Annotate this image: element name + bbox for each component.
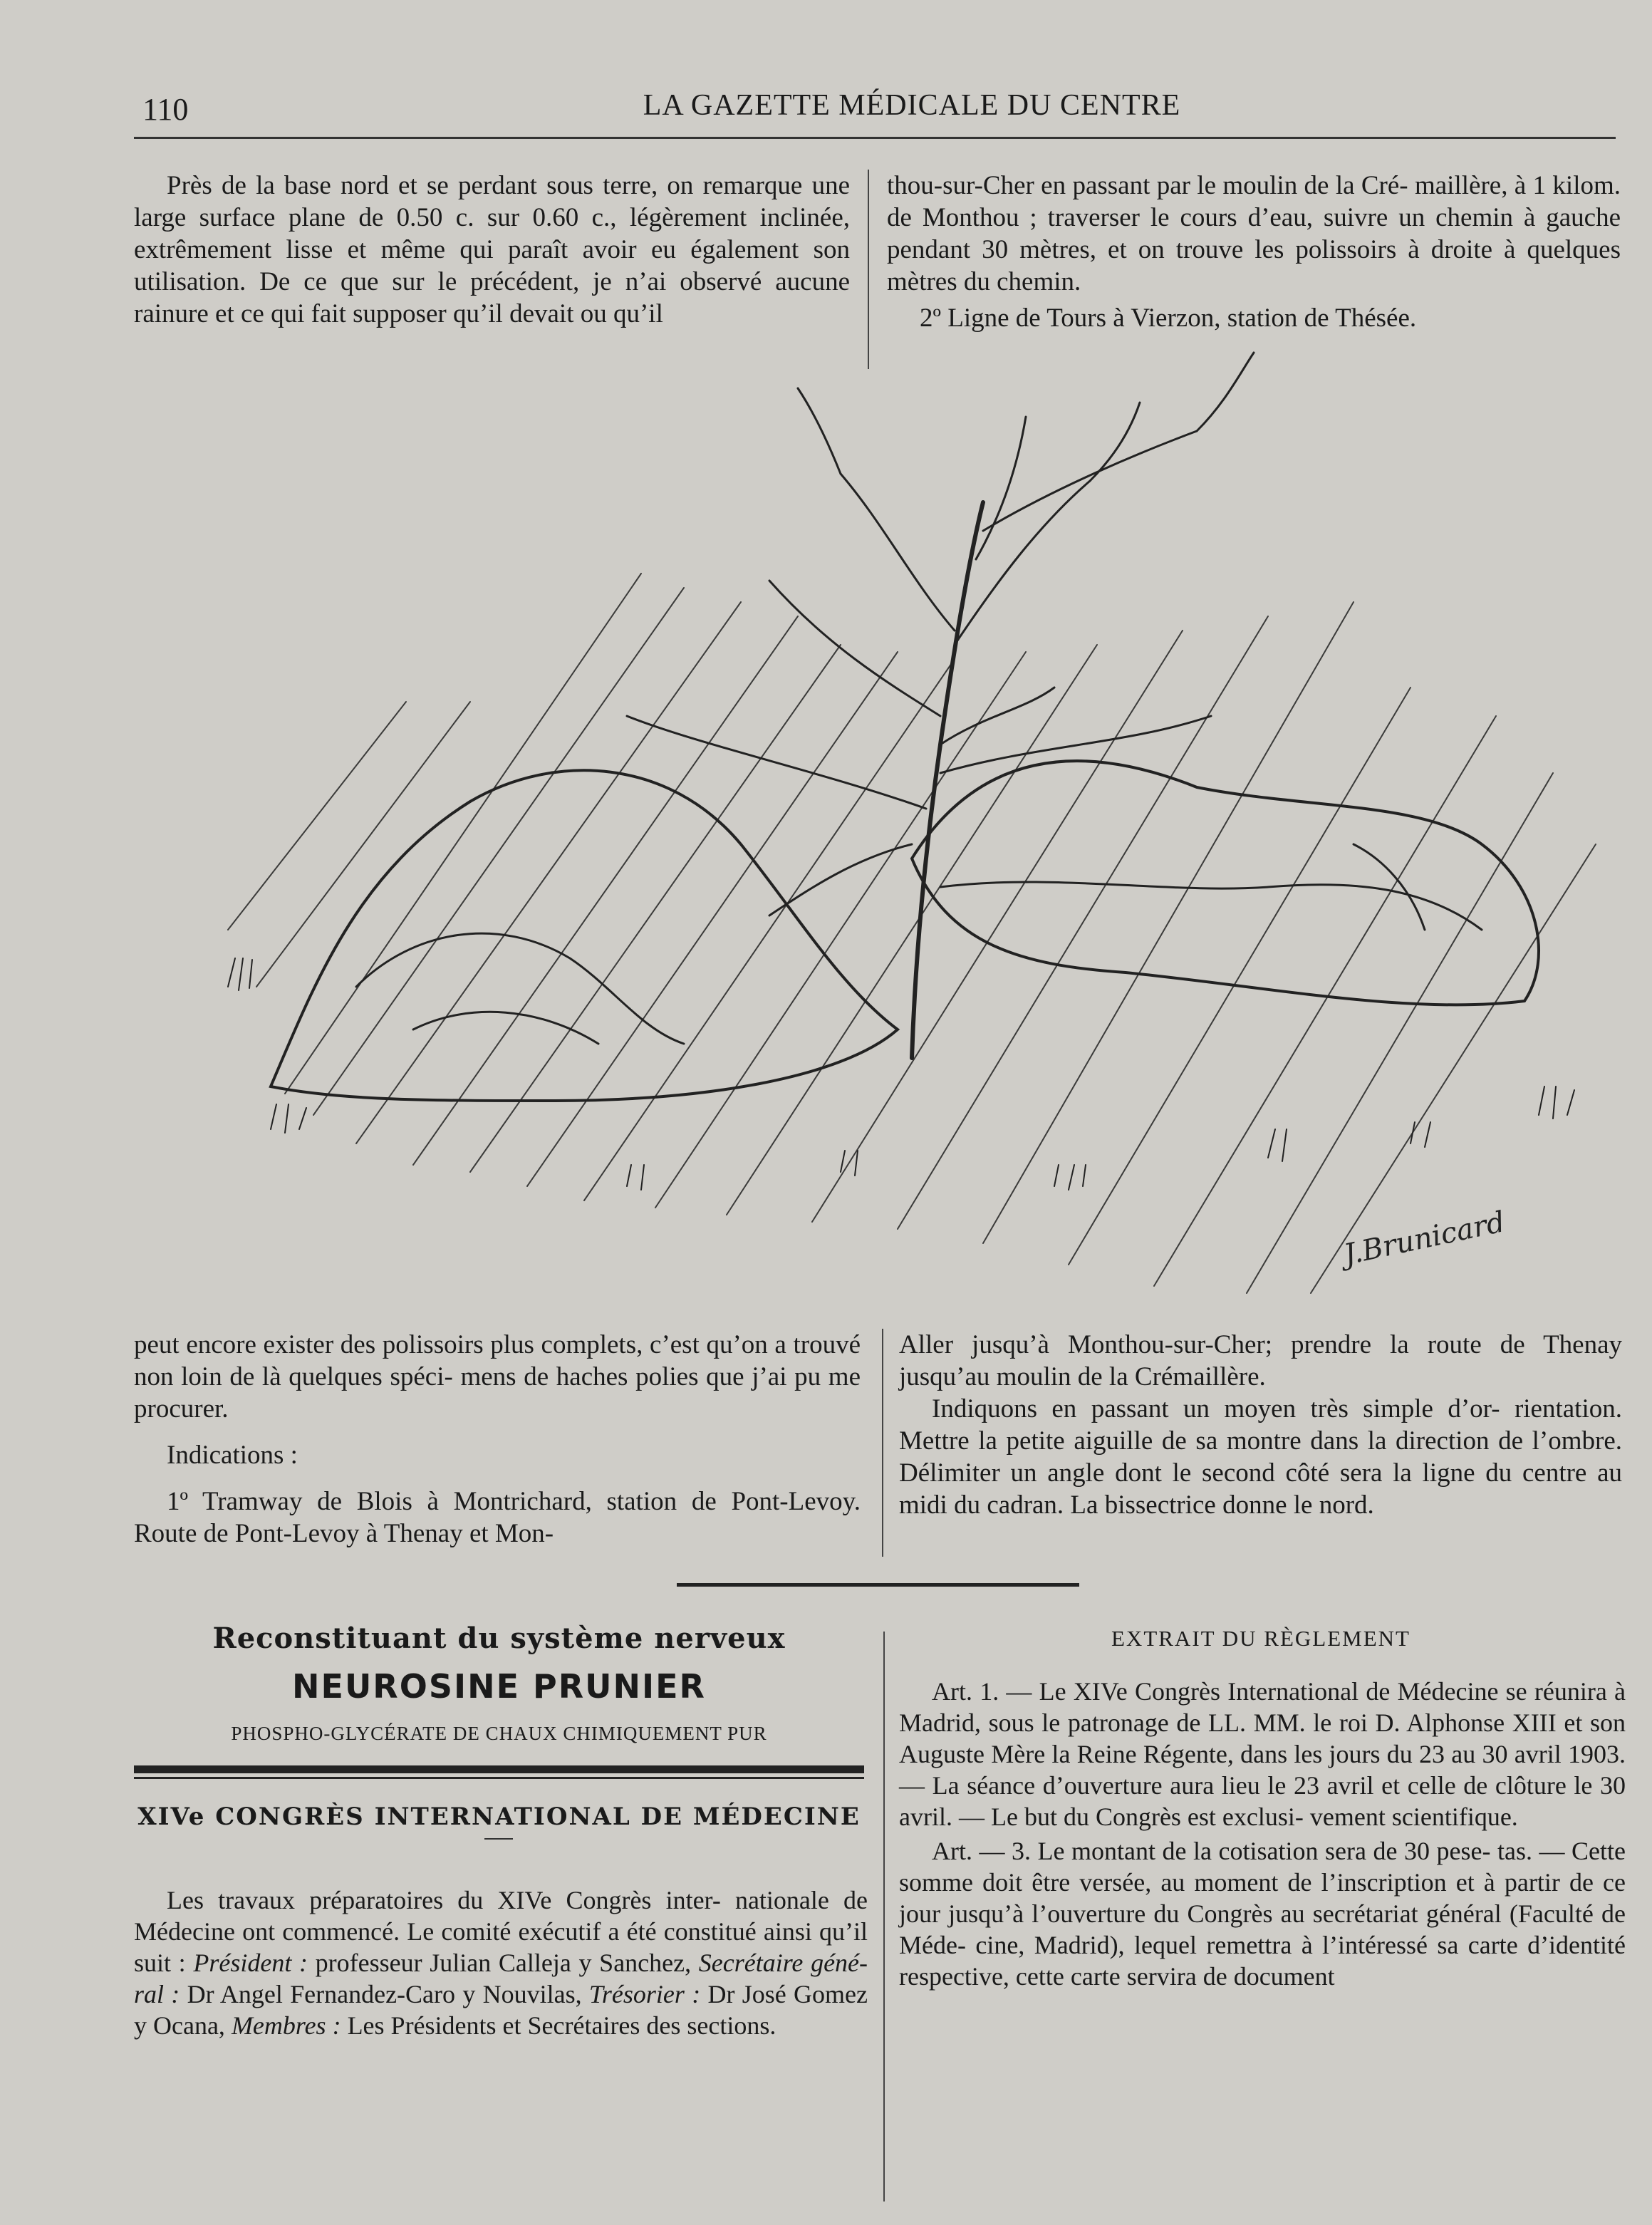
congres-heading: XIVe CONGRÈS INTERNATIONAL DE MÉDECINE bbox=[137, 1803, 861, 1831]
indications-label: Indications : bbox=[167, 1441, 298, 1470]
column-divider-top bbox=[868, 170, 869, 369]
advert-line-3: PHOSPHO-GLYCÉRATE DE CHAUX CHIMIQUEMENT PUR bbox=[231, 1723, 767, 1744]
mid-left-column bbox=[134, 1329, 861, 1550]
top-right-paragraph-2: 2º Ligne de Tours à Vierzon, station de Thésée. bbox=[920, 304, 1417, 333]
top-left-column bbox=[134, 170, 850, 330]
hatching-strokes bbox=[228, 574, 1596, 1293]
article-3: Art. — 3. Le montant de la cotisation sera de 30 pese- tas. — Cette somme doit être versée, au moment de l’inscription et à partir de ce jour jusqu’à l’ouverture du Congrès au secrétariat général (Faculté de Méde- cine, Madrid), lequel remettra à l’intéressé sa carte d’identité respective, cette carte servira de document bbox=[899, 1837, 1626, 1991]
column-divider-mid bbox=[882, 1329, 883, 1557]
mid-left-paragraph: peut encore exister des polissoirs plus complets, c’est qu’on a trouvé non loin de là quelques spéci- mens de haches polies que j’ai pu me procurer. bbox=[134, 1330, 861, 1423]
artist-signature: J.Brunicard bbox=[1341, 1205, 1508, 1272]
polissoir-illustration bbox=[199, 346, 1610, 1329]
advert-line-1: Reconstituant du système nerveux bbox=[212, 1622, 786, 1655]
mid-right-paragraph: Aller jusqu’à Monthou-sur-Cher; prendre la route de Thenay jusqu’au moulin de la Crémaillère. bbox=[899, 1330, 1623, 1391]
mid-right-column bbox=[899, 1329, 1622, 1521]
congres-paragraph: Les travaux préparatoires du XIVe Congrès inter- nationale de Médecine ont commencé. Le comité exécutif a été constitué ainsi qu’il suit : Président : professeur Julian Calleja y Sanchez, Secrétaire géné- ral : Dr Angel Fernandez-Caro y Nouvilas, Trésorier : Dr José Gomez y Ocana, Membres : Les Présidents et Secrétaires des sections. bbox=[134, 1886, 868, 2040]
header-rule bbox=[134, 137, 1616, 139]
reglement-heading: EXTRAIT DU RÈGLEMENT bbox=[1111, 1626, 1411, 1651]
tree-trunk bbox=[912, 502, 983, 1058]
heading-dash bbox=[484, 1838, 513, 1840]
advert-product-name: NEUROSINE PRUNIER bbox=[292, 1667, 706, 1706]
congres-article bbox=[134, 1884, 868, 2041]
reglement-column bbox=[899, 1676, 1626, 1992]
advert-thin-rule bbox=[134, 1777, 864, 1779]
article-1: Art. 1. — Le XIVe Congrès International de Médecine se réunira à Madrid, sous le patronage de LL. MM. le roi D. Alphonse XIII et son Auguste Mère la Reine Régente, dans les jours du 23 au 30 avril 1903. — La séance d’ouverture aura lieu le 23 avril et celle de clôture le 30 avril. — Le but du Congrès est exclusi- vement scientifique. bbox=[899, 1677, 1626, 1831]
section-rule bbox=[677, 1583, 1079, 1587]
running-title: LA GAZETTE MÉDICALE DU CENTRE bbox=[643, 89, 1181, 122]
column-divider-bottom bbox=[883, 1632, 885, 2201]
tramway-paragraph: 1º Tramway de Blois à Montrichard, station de Pont-Levoy. Route de Pont-Levoy à Thenay et Mon- bbox=[134, 1487, 861, 1548]
top-right-column bbox=[887, 170, 1621, 334]
orientation-paragraph: Indiquons en passant un moyen très simple d’or- rientation. Mettre la petite aiguille de sa montre dans la direction de l’ombre. Délimiter un angle dont le second côté sera la ligne du centre au midi du cadran. La bissectrice donne le nord. bbox=[899, 1394, 1623, 1520]
page-number: 110 bbox=[142, 92, 189, 127]
top-left-paragraph: Près de la base nord et se perdant sous terre, on remarque une large surface plane de 0.50 c. sur 0.60 c., légèrement inclinée, extrêmement lisse et même qui paraît avoir eu également son utilisation. De ce que sur le précédent, je n’ai observé aucune rainure et ce qui fait supposer qu’il devait ou qu’il bbox=[134, 171, 850, 328]
left-rock bbox=[271, 770, 898, 1101]
top-right-paragraph: thou-sur-Cher en passant par le moulin de la Cré- maillère, à 1 kilom. de Monthou ; traverser le cours d’eau, suivre un chemin à gauche pendant 30 mètres, et on trouve les polissoirs à droite à quelques mètres du chemin. bbox=[887, 171, 1621, 296]
advert-thick-rule bbox=[134, 1765, 864, 1773]
